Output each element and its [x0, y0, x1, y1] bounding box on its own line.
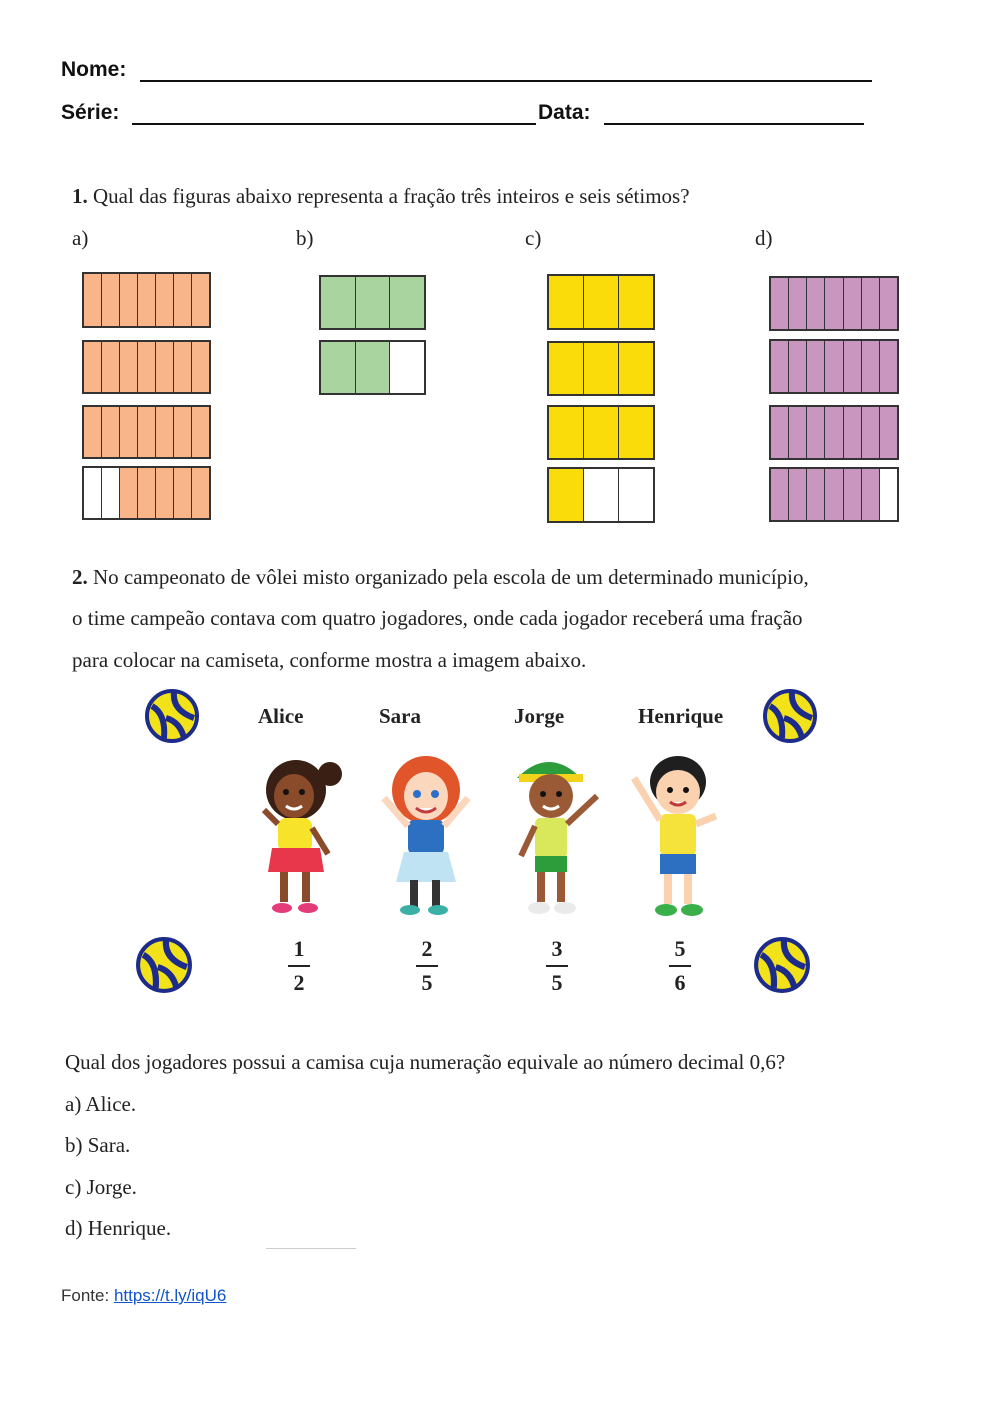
filled-cell — [102, 274, 120, 326]
answer-c[interactable]: c) Jorge. — [65, 1175, 137, 1199]
filled-cell — [138, 342, 156, 392]
filled-cell — [174, 468, 192, 518]
volleyball-icon — [144, 688, 200, 744]
filled-cell — [120, 407, 138, 457]
filled-cell — [825, 407, 843, 458]
fraction-henrique — [665, 936, 695, 996]
filled-cell — [174, 274, 192, 326]
filled-cell — [120, 468, 138, 518]
empty-cell — [390, 342, 424, 393]
filled-cell — [192, 274, 209, 326]
filled-cell — [192, 342, 209, 392]
figure-a-row-2 — [82, 340, 211, 394]
filled-cell — [102, 342, 120, 392]
filled-cell — [138, 468, 156, 518]
question-2-line-2: o time campeão contava com quatro jogadores, onde cada jogador receberá uma fração — [72, 606, 803, 630]
filled-cell — [844, 341, 862, 392]
filled-cell — [825, 278, 843, 329]
figure-d-row-3 — [769, 405, 899, 460]
filled-cell — [771, 341, 789, 392]
filled-cell — [356, 277, 391, 328]
empty-cell — [84, 468, 102, 518]
filled-cell — [156, 274, 174, 326]
option-b-letter: b) — [296, 226, 314, 250]
filled-cell — [789, 341, 807, 392]
filled-cell — [549, 276, 584, 328]
filled-cell — [390, 277, 424, 328]
filled-cell — [174, 407, 192, 457]
alice-illustration — [250, 752, 346, 922]
fraction-jorge — [542, 936, 572, 996]
filled-cell — [120, 342, 138, 392]
figure-d-row-2 — [769, 339, 899, 394]
player-name-henrique: Henrique — [638, 704, 724, 728]
filled-cell — [862, 341, 880, 392]
figure-b-row-1 — [319, 275, 426, 330]
filled-cell — [844, 407, 862, 458]
filled-cell — [549, 407, 584, 458]
filled-cell — [584, 407, 619, 458]
fraction-denominator: 2 — [293, 970, 305, 995]
answer-b[interactable]: b) Sara. — [65, 1133, 131, 1157]
figure-c-row-1 — [547, 274, 655, 330]
filled-cell — [138, 274, 156, 326]
question-1-number: 1. — [72, 184, 88, 208]
filled-cell — [862, 278, 880, 329]
fraction-numerator: 1 — [293, 936, 305, 961]
empty-cell — [619, 469, 653, 521]
filled-cell — [120, 274, 138, 326]
sara-illustration — [370, 752, 482, 922]
option-c-letter: c) — [525, 226, 542, 250]
filled-cell — [862, 469, 880, 520]
source — [61, 1286, 226, 1306]
filled-cell — [880, 407, 897, 458]
question-2-line-3: para colocar na camiseta, conforme mostra a imagem abaixo. — [72, 648, 587, 672]
fraction-bar — [416, 965, 438, 967]
fraction-bar — [669, 965, 691, 967]
jorge-illustration — [505, 752, 605, 922]
filled-cell — [156, 407, 174, 457]
filled-cell — [584, 343, 619, 394]
question-2-text-1: No campeonato de vôlei misto organizado pela escola de um determinado município, — [93, 565, 809, 589]
option-a-letter: a) — [72, 226, 89, 250]
answer-d[interactable]: d) Henrique. — [65, 1216, 172, 1240]
question-2-line-1 — [72, 565, 809, 590]
serie-label: Série: — [61, 101, 120, 124]
filled-cell — [825, 341, 843, 392]
fraction-numerator: 3 — [551, 936, 563, 961]
nome-label: Nome: — [61, 58, 127, 81]
filled-cell — [844, 469, 862, 520]
fraction-sara — [412, 936, 442, 996]
nome-field[interactable] — [140, 80, 872, 82]
figure-c-row-2 — [547, 341, 655, 396]
filled-cell — [174, 342, 192, 392]
figure-a-row-1 — [82, 272, 211, 328]
figure-a-row-3 — [82, 405, 211, 459]
filled-cell — [789, 469, 807, 520]
fraction-alice — [284, 936, 314, 996]
volleyball-icon — [762, 688, 818, 744]
question-1 — [72, 184, 690, 209]
fraction-denominator: 6 — [674, 970, 686, 995]
option-d-letter: d) — [755, 226, 773, 250]
fraction-denominator: 5 — [421, 970, 433, 995]
filled-cell — [356, 342, 391, 393]
filled-cell — [138, 407, 156, 457]
filled-cell — [192, 468, 209, 518]
filled-cell — [321, 277, 356, 328]
volleyball-icon — [135, 936, 193, 994]
filled-cell — [619, 407, 653, 458]
question-1-text: Qual das figuras abaixo representa a fração três inteiros e seis sétimos? — [93, 184, 690, 208]
filled-cell — [844, 278, 862, 329]
fraction-bar — [546, 965, 568, 967]
filled-cell — [862, 407, 880, 458]
figure-a-row-4 — [82, 466, 211, 520]
empty-cell — [102, 468, 120, 518]
figure-d-row-1 — [769, 276, 899, 331]
filled-cell — [549, 469, 584, 521]
player-name-alice: Alice — [258, 704, 304, 728]
data-label: Data: — [538, 101, 591, 124]
filled-cell — [807, 278, 825, 329]
fraction-bar — [288, 965, 310, 967]
filled-cell — [807, 407, 825, 458]
filled-cell — [771, 469, 789, 520]
empty-cell — [880, 469, 897, 520]
filled-cell — [156, 468, 174, 518]
figure-c-row-3 — [547, 405, 655, 460]
source-label: Fonte: — [61, 1286, 110, 1305]
answer-a[interactable]: a) Alice. — [65, 1092, 137, 1116]
fraction-denominator: 5 — [551, 970, 563, 995]
filled-cell — [880, 341, 897, 392]
filled-cell — [771, 407, 789, 458]
filled-cell — [771, 278, 789, 329]
divider — [266, 1248, 356, 1249]
henrique-illustration — [628, 748, 728, 922]
filled-cell — [789, 278, 807, 329]
fraction-numerator: 5 — [674, 936, 686, 961]
filled-cell — [825, 469, 843, 520]
question-2-prompt: Qual dos jogadores possui a camisa cuja numeração equivale ao número decimal 0,6? — [65, 1050, 786, 1074]
source-link[interactable]: https://t.ly/iqU6 — [113, 1286, 227, 1305]
filled-cell — [156, 342, 174, 392]
serie-field[interactable] — [132, 123, 536, 125]
filled-cell — [789, 407, 807, 458]
figure-c-row-4 — [547, 467, 655, 523]
filled-cell — [549, 343, 584, 394]
filled-cell — [807, 341, 825, 392]
filled-cell — [84, 407, 102, 457]
filled-cell — [880, 278, 897, 329]
filled-cell — [807, 469, 825, 520]
figure-d-row-4 — [769, 467, 899, 522]
figure-b-row-2 — [319, 340, 426, 395]
volleyball-icon — [753, 936, 811, 994]
empty-cell — [584, 469, 619, 521]
player-name-jorge: Jorge — [514, 704, 565, 728]
filled-cell — [84, 342, 102, 392]
player-name-sara: Sara — [379, 704, 421, 728]
filled-cell — [102, 407, 120, 457]
data-field[interactable] — [604, 123, 864, 125]
filled-cell — [584, 276, 619, 328]
filled-cell — [619, 276, 653, 328]
filled-cell — [192, 407, 209, 457]
filled-cell — [321, 342, 356, 393]
fraction-numerator: 2 — [421, 936, 433, 961]
question-2-number: 2. — [72, 565, 88, 589]
filled-cell — [619, 343, 653, 394]
filled-cell — [84, 274, 102, 326]
